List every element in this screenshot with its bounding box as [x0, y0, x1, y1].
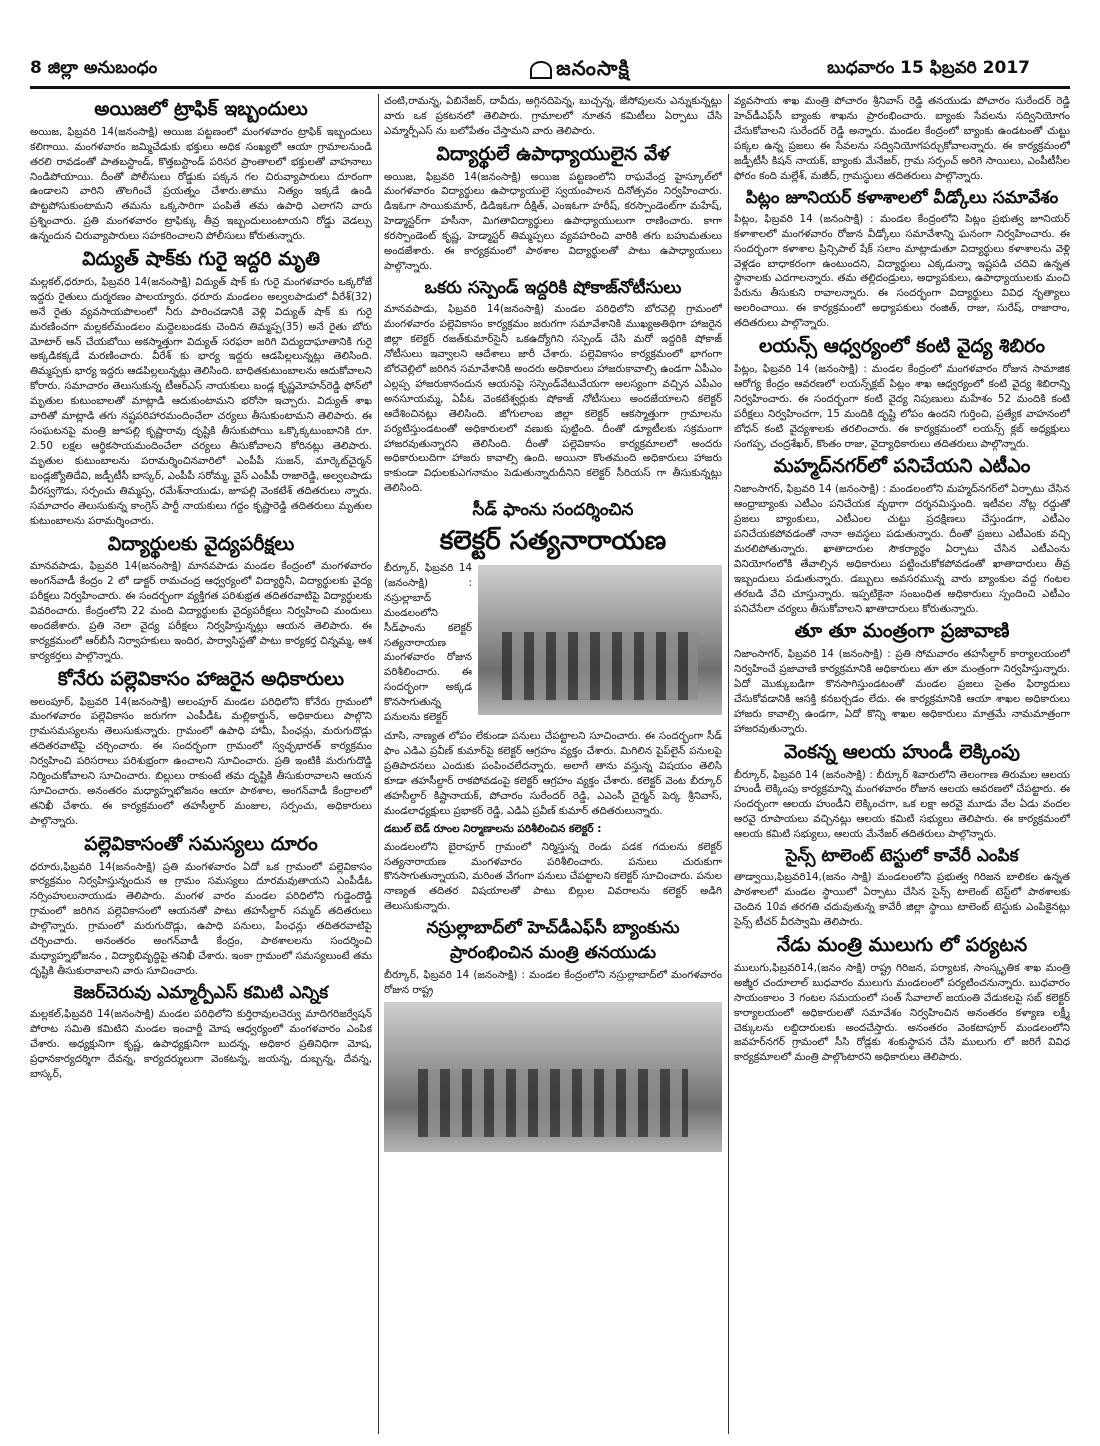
kicker: సీడ్ ఫాంను సందర్శించిన	[472, 500, 634, 521]
headline: కలెక్టర్ సత్యనారాయణ	[439, 526, 667, 557]
article-body: మానవపాడు, ఫిబ్రవరి 14(జనంసాక్షి) మండల పరిధిలోని బోరవెల్లి గ్రామంలో మంగళవారం పల్లెవికాసం కార్యక్రమం జరుగగా సమావేశానికి ముఖ్యఅతిథిగా హాజరైన జిల్లా కలెక్టర్ రజత్‌కుమార్‌సైనీ ఒకఉద్యోగిని సస్పెండ్ చేసి మరో ఇద్దరికి షోకాజ్ నోటీసులు ఇవ్వాలని ఆదేశాలు జారీ చేశారు. పల్లెవికాసం కార్యక్రమంలో భాగంగా బోరవెల్లిలో జరిగిన సమావేశానికి అందరు అధికారులు హాజరుకావాల్సి ఉండగా ఏపీఎం ఎల్లప్ప హాజరుకానందున ఆయనపై సస్పెండ్‌వేటువేయగా అలస్యంగా వచ్చిన ఎపీఎం అనసూయమ్మ, ఏపీఓ వెంకటేశ్వర్లుకు షోకాజ్ నోటీసులు అందజేయాలని కలెక్టర్ ఆదేశించినట్లు తెలిసింది. జోగులాంబ జిల్లా కలెక్టర్ ఆకస్మాత్తుగా గ్రామాలను పర్యటిస్తుండటంతో అధికారులలో వణుకు పుట్టింది. దీంతో డ్యూటీలకు సక్రమంగా హాజరవుతున్నారని తెలిసింది. దీంతో పల్లెవికాసం కార్యక్రమాలలో అందరు అధికారులుదిగా హాజరు కావాల్సి ఉంది. అయినా కొంతమంది అధికారులు హాజరు కాకుండా విధులకుఎగనామం పెడుతున్నారుదీనిని కలెక్టర్ సీరియస్ గా తీసుకున్నట్లు తెలిసింది.	[384, 303, 722, 495]
article-hundi	[734, 741, 1070, 842]
column-3	[734, 94, 1070, 1434]
column-2	[384, 94, 722, 1434]
headline: విద్యార్థులే ఉపాధ్యాయులైన వేళ	[436, 142, 670, 165]
headline: తూ తూ మంత్రంగా ప్రజావాణి	[794, 620, 1010, 643]
column-divider	[378, 94, 379, 1434]
article-hdfc	[384, 918, 722, 1151]
headline: ఒకరు సస్పెండ్ ఇద్దరికి షోకాజ్‌నోటీసులు	[424, 277, 682, 298]
headline: విద్యార్థులకు వైద్యపరీక్షలు	[107, 532, 295, 555]
headline: విద్యుత్ షాక్‌కు గురై ఇద్దరి మృతి	[82, 248, 320, 271]
article-kejar	[30, 983, 372, 1082]
headline: మహ్మద్‌నగర్‌లో పనిచేయని ఎటీఎం	[773, 455, 1031, 478]
headline: కెజర్‌చెరువు ఎమ్మార్పీఎస్ కమిటి ఎన్నిక	[73, 982, 329, 1003]
headline: వెంకన్న ఆలయ హుండీ లెక్కింపు	[783, 740, 1021, 763]
article-body: ధరూరు,ఫిబ్రవరి 14(జనంసాక్షి) ప్రతి మంగళవారం ఏదో ఒక గ్రామంలో పల్లెవికాసం కార్యక్రమం నిర్వహిస్తున్నందున ఆ గ్రామం సమస్యలు దూరమవుతాయని ఎంపీడీఓ నర్సింహులునాయుడు తెలిపారు. మంగళ వారం మండల పరిధిలోని గుడ్డెందొడ్డి గ్రామంలో జరిగిన పల్లెవికాసంలో ఆయనతో పాటు తహసీల్దార్ సమ్మద్ తదితరులు పాల్గొన్నారు. గ్రామంలో మరుగుదొడ్లు, ఉపాధి పనులు, పింఛన్లు తదితరవాటిపై చర్చించారు. అనంతరం అంగన్‌వాడీ కేంద్రం, పాఠశాలలను సందర్శించి మధ్యాహ్నభోజనం , విద్యాభివృద్ధిపై తనిఖీ చేశారు. ఇంకా గ్రామంలో సమస్యలుంటే తమ దృష్టికి తీసుకురావాలని వారు సూచించారు.	[30, 860, 372, 977]
article-body: బీర్కూర్, ఫిబ్రవరి 14 (జనంసాక్షి) : బీర్కూర్ శివారులోని తెలంగాణ తిరుమల ఆలయ హుండీ లెక్కింపు కార్యక్రమాన్ని మంగళవారం రోజున ఆలయ ఆవరణలో చేపట్టారు. ఈ సందర్భంగా ఆలయ హుండీని లెక్కించగా, ఒక లక్షా అరవై మూడు వేల ఏడు వందల ఆరవై రూపాయలు వచ్చినట్లు ఆలయ కమిటి సభ్యులు తెలిపారు. ఈ కార్యక్రమంలో ఆలయ కమిటి సభ్యులు, ఆలయ మేనేజర్ తదితరులు పాల్గొన్నారు.	[734, 768, 1070, 841]
column-1	[30, 94, 372, 1434]
article-continuation: వ్యవసాయ శాఖ మంత్రి పోచారం శ్రీనివాస్ రెడ్డి తనయుడు పోచారం సురేందర్ రెడ్డి హెచ్‌డీఎఫ్‌సీ బ్యాంకు శాఖను ప్రారంభించారు. బ్యాంకు సేవలను సద్వినియోగం చేసుకోవాలని సురేందర్ రెడ్డి అన్నారు. మండల కేంద్రంలో బ్యాంకు ఉండటంతో చుట్టు పక్కల ఉన్న ప్రజలు ఈ సేవలను సద్వినియోగపర్చుకోవాలన్నారు. ఈ కార్యక్రమంలో జడ్పీటీసీ కిషన్ నాయక్, బ్యాంకు మేనేజర్, గ్రామ సర్పంచ్ అరిగె సాయిలు, ఎంపీటీసీల ఫోరం కంది మల్లేశ్, మజీద్, గ్రామస్థులు తదితరులు పాల్గొన్నారు.	[734, 95, 1070, 182]
article-body: మానవపాడు, ఫిబ్రవరి 14(జనంసాక్షి) మానవపాడు మండల కేంద్రంలో మంగళవారం అంగన్‌వాడీ కేంద్రం 2 లో డాక్టర్ రామచంద్ర ఆధ్వర్యంలో విద్యార్థినీ, విద్యార్థులకు వైద్య పరీక్షలు నిర్వహించారు. ఈ సందర్భంగా వ్యక్తిగత పరిశుభ్రత తదితరవాటిపై విద్యార్థులకు వివరించారు. కేంద్రంలోని 22 మంది విద్యార్థులకు వైద్యపరీక్షలు నిర్వహించి మందులు అందజేశారు. ప్రతి నెలా వైద్య పరీక్షలు నిర్వహిస్తున్నట్లు ఆయన తెలిపారు. ఈ కార్యక్రమంలో ఆర్‌బీసీ నిర్వాహకులు ఇందిర, పార్వాసిస్టతో పాటు కార్యకర్త చిన్నమ్మ, ఆశ కార్యకర్తలు పాల్గొన్నారు.	[30, 560, 372, 662]
article-body: తాడ్వాయి,ఫిబ్రవరి14,(జనం సాక్షి) మండలంలోని ప్రభుత్వ గిరిజన బాలికల ఉన్నత పాఠశాలలో మండల స్థాయిలో ఏర్పాటు చేసిన సైన్స్ టాలెంట్ టెస్ట్‌లో పాఠశాలకు చెందిన 10వ తరగతి చదువుతున్న కావేరీ జిల్లా స్థాయి టాలెంట్ టెస్టుకు ఎంపికైనట్లు సైన్స్ టీచర్ వీరస్వామి తెలిపారు.	[734, 871, 1070, 929]
article-atm	[734, 455, 1070, 616]
article-with-photo	[384, 561, 722, 729]
article-body: మండలంలోని బైరాపూర్ గ్రామంలో నిర్మిస్తున్న రెండు పడక గదులను కలెక్టర్ సత్యనారాయణ మంగళవారం పరిశీలించారు. పనులు చురుకుగా కొనసాగుతున్నాయని, మరింత వేగంగా పనులు చేపట్టాలని కలెక్టర్ సూచించారు. పనుల నాణ్యత తదితర విషయాలతో పాటు బిల్లుల వివరాలను కలెక్టర్ అడిగి తెలుసుకున్నారు.	[384, 840, 722, 913]
article-body: నిజాంసాగర్, ఫిబ్రవరి 14 (జనంసాక్షి) : మండలంలోని మహ్మద్‌నగర్‌లో ఏర్పాటు చేసిన ఆంధ్రాబ్యాంకు ఎటీఎం పనిచేయక వృథాగా దర్శనమిస్తుంది. ఇటీవల నోట్ల రద్దుతో ప్రజలు బ్యాంకులు, ఎటీఎంల చుట్టు ప్రదక్షిణలు చేస్తుండగా, ఎటీఎం పనిచేయకపోవడంతో నానా అవస్థలు పడుతున్నారు. దీంతో ప్రజలు ఎటీఎంకు వచ్చి మరలిపోతున్నారు. ఖాతాదారుల సౌకర్యార్థం ఏర్పాటు చేసిన ఎటీఎంను వినియోగంలోకి తేవాల్సిన అధికారులు పట్టించుకోకపోవడంతో ఖాతాదారులు తీవ్ర ఇబ్బందులు పడుతున్నారు. డబ్బులు అవసరమున్న వారు బ్యాంకుల వద్ద గంటల తరబడి వేచి చూస్తున్నారు. ఇప్పటికైనా సంబంధిత అధికారులు స్పందించి ఎటీఎం పనిచేసేలా చర్యలు తీసుకోవాలని ఖాతాదారులు కోరుతున్నారు.	[734, 483, 1070, 615]
article-medical	[30, 533, 372, 664]
article-body: మల్లకల్,ధరూరు, ఫిబ్రవరి 14(జనంసాక్షి) విద్యుత్ షాక్ కు గురై మంగళవారం ఒక్కరోజే ఇద్దరు రైతులు దుర్మరణం పాలయ్యారు. ధరూరు మండలం అల్వలపాడులో వీరేశ్(32) అనే రైతు వ్యవసాయపొలంలో నీరు పారించడానికి వెళ్లి విద్యుత్ షాక్ కు గురై మరణించగా మల్లకల్‌మండలం మద్దెలబండకు చెందిన తిమ్మప్ప(35) అనే రైతు బోరు మోటార్ ఆన్ చేయబోయి అకస్మాత్తుగా విద్యుత్ సరఫరా జరిగి విద్యుదాఘాతానికి గురై అక్కడికక్కడే మరణించారు. వీరేశ్ కు భార్య ఇద్దరు ఆడపిల్లలున్నట్లు తెలిసింది. తిమ్మప్పకు భార్య ఇద్దరు ఆడపిల్లలున్నట్లు తెలిసింది. బాధితకుటుంబాలను ఆదుకోవాలని కోరారు. సమాచారం తెలుసుకున్న టీఆర్ఎస్ నాయకులు బండ్ల కృష్ణమోహన్‌రెడ్డి ఫోన్‌లో మృతుల కుటుంబాలతో మాట్లాడి ఆదుకుంటామని భరోసా ఇచ్చారు. విద్యుత్ శాఖ వారితో మాట్లాడి తగు నష్టపరిహారమందించేలా చర్యలు తీసుకుంటామని తెలిపారు. ఈ సంఘటనపై మంత్రి జూపల్లి కృష్ణారావు దృష్టికి తీసుకుపోయి ఒక్కొక్కటుంబానికి రూ. 2.50 లక్షల ఆర్థికసాయమందించేలా చర్యలు తీసుకోవాలని కోరినట్లు తెలిపారు. మృతుల కుటుంబాలను పరామర్శించినవారిలో ఎంపీపీ సుజన్, మార్కెట్‌చైర్మన్ బండ్లజ్యోతిదేవి, జడ్పీటీసీ బాస్కర్, ఎంపీపీ సరోమ్మ, వైస్ ఎంపీపీ రాజారెడ్డి, అల్వలపాడు వీరస్వగౌడు, సర్పంచు తిమ్మప్ప, రమేశ్‌నాయుడు, జూపల్లి వెంకటేశ్ తదితరులు న్నారు. సమాచారం తెలుసుకున్న కాంగ్రెస్ పార్టీ నాయకులు గద్దం కృష్ణారెడ్డి తదితరులు మృతుల కుటుంబాలను పరామర్శించారు.	[30, 275, 372, 527]
article-body: అయిజ, ఫిబ్రవరి 14(జనంసాక్షి) అయిజ పట్టణంలోని రాఘవేంద్ర హైస్కూల్‌లో మంగళవారం విద్యార్థులు ఉపాధ్యాయులై స్వయంపాలన దినోత్సవం నిర్వహించారు. డిఇఓగా సాయికుమార్, డిడిఇఓగా దీక్షిత్, ఎంఇఓగా హరీష్, కరస్పాండెంట్‌గా మహేష్, హెడ్మాస్టర్‌గా హసీనా, మిగతావిద్యార్థులు ఉపాధ్యాయులుగా రాణించారు. కాగా కరస్పాండెంట్ కృష్ణ, హెడ్మాస్టర్ తిమ్మప్పలు వ్యవహరించి వారికి తగు బహుమతులు అందజేశారు. ఈ కార్యక్రమంలో పాఠశాల విద్యార్థులతో పాటు ఉపాధ్యాయులు పాల్గొన్నారు.	[384, 170, 722, 273]
photo	[478, 565, 722, 715]
article-continuation: చంటి,రామన్న, ఏబినేజర్, దావీదు, అగ్గినదిపెన్న, బుచ్చన్న, జేసోపులను ఎన్నుకున్నట్లు వారు ఒక ప్రకటనలో తెలిపారు. గ్రామాలలో నూతన కమిటీలు ఏర్పాటు చేసి ఎమ్మార్పీఎస్ ను బలోపేతం చేస్తామని వారు తెలిపారు.	[384, 95, 722, 137]
article-teachers	[384, 143, 722, 274]
article-collector	[384, 500, 722, 914]
headline: నస్రుల్లాబాద్‌లో హెచ్‌డీఎఫ్‌సీ బ్యాంకును	[426, 918, 680, 939]
column-divider	[728, 94, 729, 1434]
headline: పిట్లం జూనియర్ కళాశాలలో వీడ్కోలు సమావేశం	[745, 187, 1059, 208]
sun-logo-icon	[530, 61, 552, 79]
article-body: నిజాంసాగర్, ఫిబ్రవరి 14 (జనంసాక్షి) : ప్రతి సోమవారం తహసీల్దార్ కార్యాలయంలో నిర్వహించే ప్రజావాణి కార్యక్రమానికి అధికారులు తూ తూ మంత్రంగా నిర్వహిస్తున్నారు. ఏదో మొక్కుబడిగా కొనసాగిస్తుండటంతో మండల ప్రజలు సైతం ఫిర్యాదులు చేసుకోవడానికి ఆసక్తి కనబర్చడం లేదు. ఈ కార్యక్రమానికి ఆయా శాఖల అధికారులు హాజరు కావాల్సి ఉండగా, ఏదో కొన్ని శాఖల అధికారులు మాత్రమే నామమాత్రంగా హాజరవుతున్నారు.	[734, 648, 1070, 735]
page-section-label: 8 జిల్లా అనుబంధం	[30, 58, 158, 78]
article-body: చూసి, నాణ్యత లోపం లేకుండా పనులు చేపట్టాలని సూచించారు. ఈ సందర్భంగా సీడ్ ఫాం ఎడిఎ ప్రవీణ్ కుమార్‌పై కలెక్టర్ ఆగ్రహం వ్యక్తం చేశారు. మిగిలిన పైప్‌లైన్ పనులపై ప్రతిపాదనలు ఎందుకు పంపించలేదన్నారు. అలాగే తాను వస్తున్న విషయం తెలిసి కూడా తహసీల్దార్ రాకపోవడంపై కలెక్టర్ ఆగ్రహం వ్యక్తం చేశారు. కలెక్టర్ వెంట బీర్కూర్ తహసీల్దార్ కిష్టానాయక్, పోచారం సురేందర్ రెడ్డి, ఎఎంసీ చైర్మన్ పెర్క శ్రీనివాస్, మండలాధ్యక్షులు ప్రభాకర్ రెడ్డి, ఎడిఏ ప్రవీణ్ కుమార్ తదితరులున్నారు.	[384, 730, 722, 817]
article-koneru	[30, 668, 372, 829]
headline: అయిజలో ట్రాఫిక్ ఇబ్బందులు	[94, 98, 308, 120]
photo-seed-farm	[478, 561, 722, 729]
article-body: పిట్లం, ఫిబ్రవరి 14 (జనంసాక్షి) : మండల కేంద్రంలో మంగళవారం రోజున సామాజిక ఆరోగ్య కేంద్రం ఆవరణలో లయన్స్‌క్లబ్ పిట్లం శాఖ ఆధ్వర్యంలో కంటి వైద్య శిబిరాన్ని నిర్వహించారు. ఈ సందర్భంగా కంటి వైద్య నిపుణులు మహేశం 52 మందికి కంటి పరీక్షలు నిర్వహించగా, 15 మందికి దృష్టి లోపం ఉందని గుర్తించి, ప్రత్యేక వాహనంలో బోధన్ కంటి వైద్యశాలకు తరలించారు. ఈ కార్యక్రమంలో లయన్స్ క్లబ్ అధ్యక్షులు సంగప్ప, చంద్రశేఖర్, కొంతం రాజు, వైద్యాధికారులు తదితరులు పాల్గొన్నారు.	[734, 362, 1070, 450]
headline: కోనేరు పల్లెవికాసం హాజరైన అధికారులు	[57, 667, 345, 690]
article-science	[734, 846, 1070, 930]
header-rule	[30, 86, 1070, 89]
article-minister	[734, 934, 1070, 1065]
article-body: పిట్లం, ఫిబ్రవరి 14 (జనంసాక్షి) : మండల కేంద్రంలోని పిట్లం ప్రభుత్వ జూనియర్ కళాశాలలో మంగళవారం రోజున వీడ్కోలు సమావేశాన్ని ఘనంగా నిర్వహించారు. ఈ సందర్భంగా కళాశాల ప్రిన్సిపాల్ షేక్ సలాం మాట్లాడుతూ విద్యార్థులు కళాశాలను వెళ్లి వెళ్లడం బాధాకరంగా ఉంటుందని, విద్యార్థులు ఎక్కడున్నా ఇష్టపడి చదివి ఉన్నత స్థానాలకు ఎదగాలన్నారు. తమ తల్లిదండ్రులు, అధ్యాపకులు, ఉపాధ్యాయులకు మంచి పేరును తీసుకుని రావాలన్నారు. ఈ సందర్భంగా విద్యార్థులు వివిధ నృత్యాలు అలరించాయి. ఈ కార్యక్రమంలో అధ్యాపకులు రంజిత్, రాజు, సురేష్, రాజారాం, తదితరులు పాల్గొన్నారు.	[734, 212, 1070, 330]
article-prajavani	[734, 620, 1070, 736]
masthead-logo	[500, 56, 660, 85]
sub-heading: డబుల్ బెడ్ రూంల నిర్మాణాలను పరిశీలించిన కలెక్టర్ :	[384, 822, 602, 835]
headline: లయన్స్ ఆధ్వర్యంలో కంటి వైద్య శిబిరం	[758, 335, 1046, 358]
article-lions	[734, 335, 1070, 451]
article-body: అయిజ, ఫిబ్రవరి 14(జనంసాక్షి) అయిజ పట్టణంలో మంగళవారం ట్రాఫిక్ ఇబ్బందులు కలిగాయి. మంగళవారం జమ్మిచేడుకు భక్తులు అధిక సంఖ్యలో ఆయా గ్రామాలనుండి తరలి రావడంతో పాతబస్టాండ్, కొత్తబస్టాండ్ పరిసర ప్రాంతాలలో భక్తులతో వాహనాలు నిండిపోయాయి. దీంతో పోలీసులు రోడ్డుకు పక్కన గల చిరువ్యాపారులు దూరంగా ఉండాలని వారిని తొలగించే ప్రయత్నం చేశారు.తాము నిత్యం ఇక్కడే ఉండి పొట్టపోసుకుంటామని తమను ఒక్కసారిగా పంపితే తమ ఉపాధి ఎలాగని వారు ప్రశ్నించారు. ప్రతి మంగళవారం ట్రాఫిక్కు తీవ్ర ఇబ్బందులుంటాయని రోడ్డు వెడల్పు ఉన్నందున చిరువ్యాపారులు సహకరించాలని పోలీసులు కోరుతున్నారు.	[30, 125, 372, 243]
article-body: బీర్కూర్, ఫిబ్రవరి 14 (జనంసాక్షి) : నస్రుల్లాబాద్ మండలంలోని సీడ్‌ఫాంను కలెక్టర్ సత్యనారాయణ మంగళవారం రోజున పరిశీలించారు. ఈ సందర్భంగా అక్కడ కొనసాగుతున్న పనులను కలెక్టర్	[384, 561, 472, 724]
article-suspend	[384, 278, 722, 496]
article-shock	[30, 248, 372, 528]
headline-line-2: ప్రారంభించిన మంత్రి తనయుడు	[449, 943, 656, 964]
headline: పల్లెవికాసంతో సమస్యలు దూరం	[84, 832, 318, 855]
issue-date: బుధవారం 15 ఫిబ్రవరి 2017	[827, 58, 1030, 78]
headline: సైన్స్ టాలెంట్ టెస్టులో కావేరీ ఎంపిక	[785, 846, 1019, 867]
article-body: ములుగు,ఫిబ్రవరి14,(జనం సాక్షి) రాష్ట్ర గిరిజన, పర్యాటక, సాంస్కృతిక శాఖ మంత్రి అజ్మీర చందూలాల్ బుధవారం ములుగు మండలంలో పర్యటించనున్నారు. బుధవారం సాయంకాలం 3 గంటల సమయంలో సంత్ సేవాలాల్ జయంతి వేడుకలపై సబ్ కలెక్టర్ కార్యాలయంలో అధికారులతో సమావేశం నిర్వహించిన అనంతరం కళ్యాణ లక్ష్మీ చెక్కులను లబ్దిదారులకు అందచేస్తారు. అనంతరం వెంకటాపూర్ మండలంలోని జవహర్‌నగర్ గ్రామంలో సీసి రోడ్లకు శంకుస్థాపన చేసి ములుగు లో జరిగే వివిధ కార్యక్రమాలలో మంత్రి పాల్గొంటారని అధికారులు తెలిపారు.	[734, 961, 1070, 1064]
article-body: అలంపూర్, ఫిబ్రవరి 14(జనంసాక్షి) అలంపూర్ మండల పరిధిలోని కోనేరు గ్రామంలో మంగళవారం పల్లెవికాసం జరుగగా ఎంపీడీఓ మల్లికార్జున్, అధికారులు పాల్గొని గ్రామసమస్యలను తెలుసుకున్నారు. గ్రామంలో ఉపాధి హామీ, పింఛన్లు, మరుగుదొడ్లు తదితరవాటిపై చర్చించారు. ఈ సందర్భంగా గ్రామంలో స్వచ్ఛభారత్ కార్యక్రమం నిర్వహించి పరిసరాలు పరిశుభ్రంగా ఉంచాలని సూచించారు. ప్రతి ఇంటికి మరుగుదొడ్డి నిర్మించుకోవాలని సూచించారు. బిల్లులు రాకుంటే తమ దృష్టికి తీసుకురావాలని ఆయన సూచించారు. అనంతరం మధ్యాహ్నభోజనం ఆయా పాఠశాల, అంగన్‌వాడీ కేంద్రాలలో తనిఖీ చేశారు. ఈ కార్యక్రమంలో తహసీల్దార్ మంజుల, సర్పంచు, అధికారులు పాల్గొన్నారు.	[30, 695, 372, 827]
article-pallevikasam	[30, 833, 372, 979]
photo-bank-opening	[384, 1002, 722, 1152]
article-pitlam	[734, 188, 1070, 332]
headline: నేడు మంత్రి ములుగు లో పర్యటన	[776, 934, 1028, 957]
article-body: బీర్కూర్, ఫిబ్రవరి 14 (జనంసాక్షి) : మండల కేంద్రంలోని నస్రుల్లాబాద్‌లో మంగళవారం రోజున రాష్ట్ర	[384, 968, 722, 996]
masthead-title: జనంసాక్షి	[556, 56, 630, 80]
article-body: మల్లకల్,ఫిబ్రవరి 14(జనంసాక్షి) మండల పరిధిలోని కుర్తిరావులచెర్వు మాదిగరిజర్వేషన్ పోరాట సమితి కమిటిని మండల ఇంచార్జీ మోష ఆధ్వర్యంలో మంగళవారం ఎంపిక చేశారు. అధ్యక్షునిగా కృష్ణ, ఉపాధ్యక్షునిగా బుదన్న, అధికార ప్రతినిధిగా మోష, ప్రధానకార్యదర్శిగా దేవన్న, కార్యదర్శులుగా వెంకటన్న, జయన్న, దుబ్బన్న, దేవన్న, బాస్కర్,	[30, 1008, 372, 1080]
article-traffic	[30, 98, 372, 244]
